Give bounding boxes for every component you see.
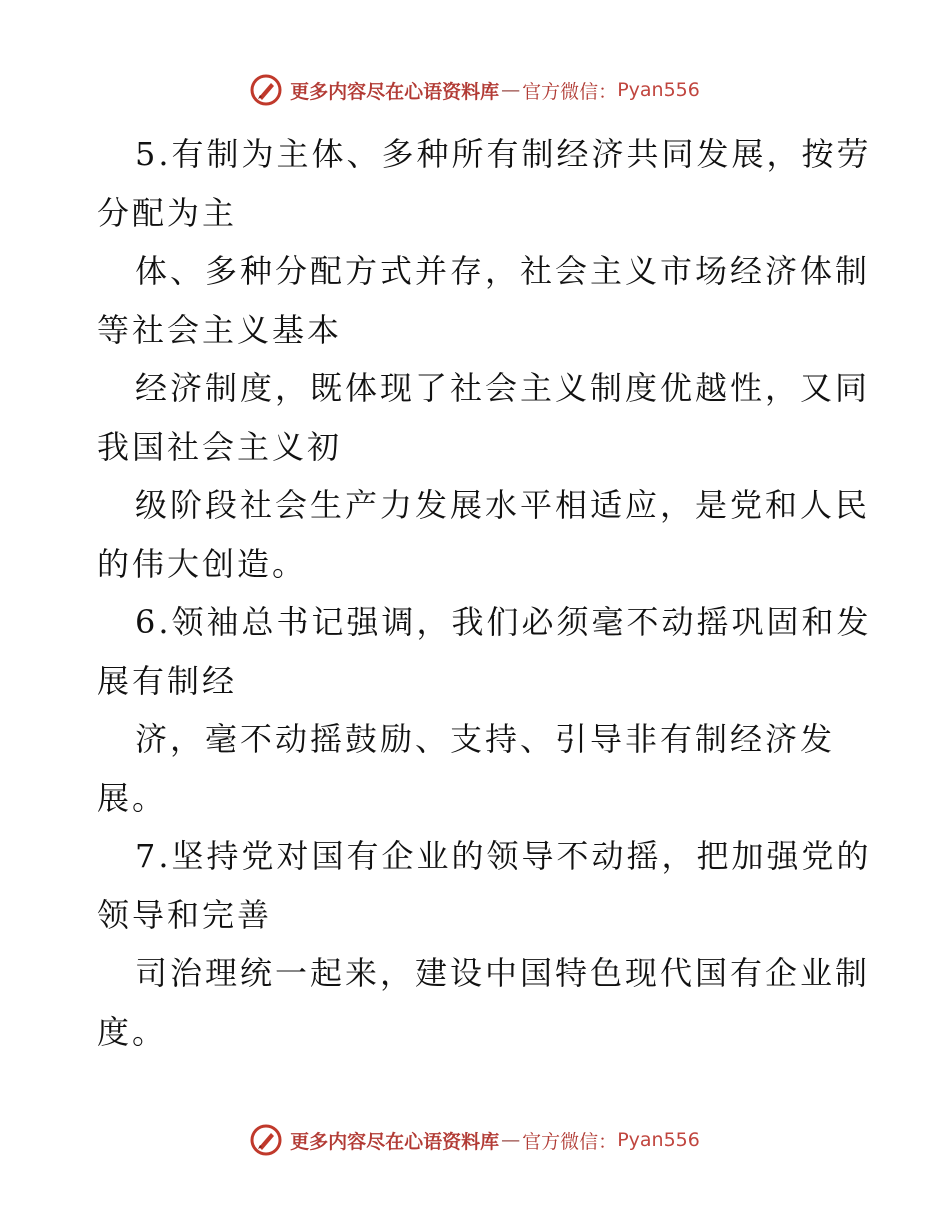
watermark-wechat-label: 官方微信： — [522, 1130, 618, 1153]
watermark-wechat-label: 官方微信： — [522, 80, 618, 103]
watermark-wechat-id: Pyan556 — [617, 79, 700, 101]
text-line: 司治理统一起来，建设中国特色现代国有企业制 — [135, 954, 871, 992]
text-line: 7.坚持党对国有企业的领导不动摇，把加强党的 — [135, 837, 872, 875]
watermark-separator: — — [501, 1129, 521, 1151]
watermark-text — [290, 1127, 700, 1154]
text-line: 度。 — [97, 1012, 168, 1051]
watermark-site-name: 更多内容尽在心语资料库 — [290, 1130, 500, 1153]
text-line: 体、多种分配方式并存，社会主义市场经济体制 — [135, 252, 871, 290]
text-line: 的伟大创造。 — [97, 544, 308, 583]
text-line: 济，毫不动摇鼓励、支持、引导非有制经济发 — [135, 720, 836, 758]
watermark-wechat-id: Pyan556 — [617, 1129, 700, 1151]
text-line: 6.领袖总书记强调，我们必须毫不动摇巩固和发 — [135, 603, 872, 641]
text-line: 级阶段社会生产力发展水平相适应，是党和人民 — [135, 486, 871, 524]
text-line: 等社会主义基本 — [97, 310, 343, 349]
footer-watermark — [0, 1120, 950, 1160]
watermark-text — [290, 77, 700, 104]
pen-logo-icon — [250, 1124, 282, 1156]
text-line: 展。 — [97, 778, 168, 817]
pen-logo-icon — [250, 74, 282, 106]
text-line: 领导和完善 — [97, 895, 273, 934]
text-line: 分配为主 — [97, 193, 238, 232]
watermark-separator: — — [501, 79, 521, 101]
document-body — [97, 125, 872, 1061]
header-watermark — [0, 70, 950, 110]
text-line: 经济制度，既体现了社会主义制度优越性，又同 — [135, 369, 871, 407]
text-line: 我国社会主义初 — [97, 427, 343, 466]
text-line: 5.有制为主体、多种所有制经济共同发展，按劳 — [135, 135, 872, 173]
watermark-site-name: 更多内容尽在心语资料库 — [290, 80, 500, 103]
text-line: 展有制经 — [97, 661, 238, 700]
